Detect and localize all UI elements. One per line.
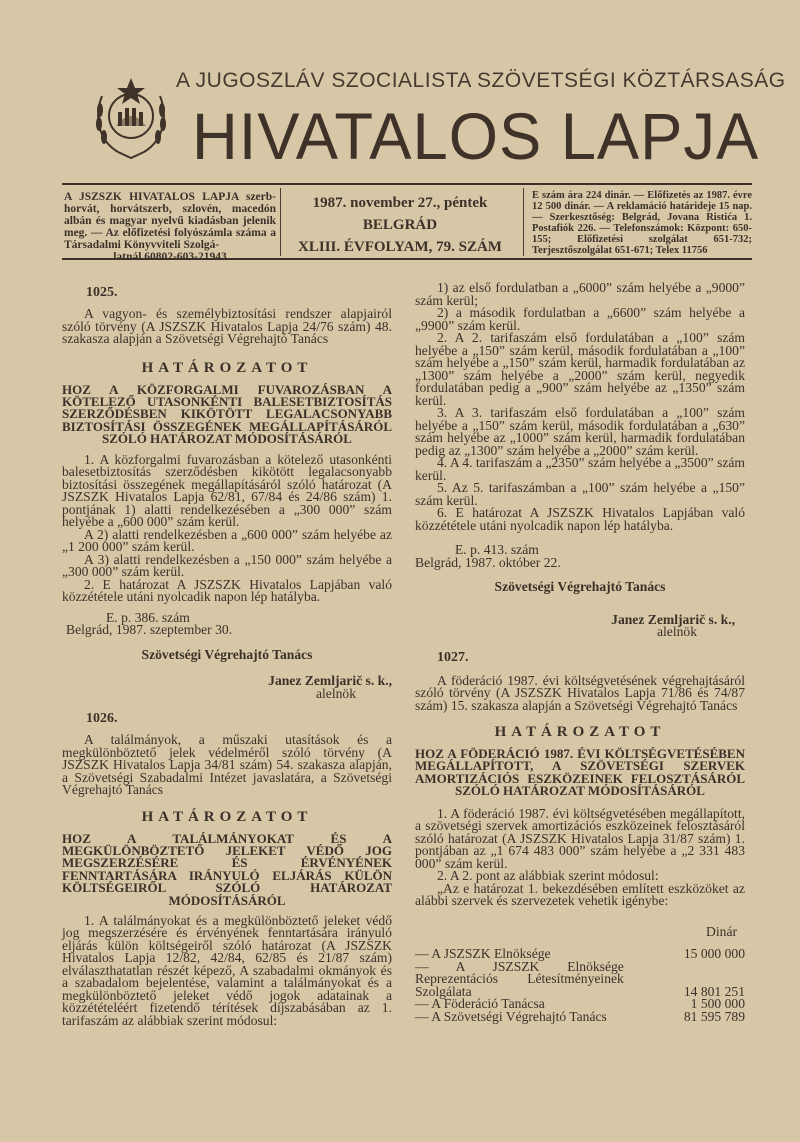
publication-info-text: szerb-horvát, horvátszerb, szlovén, macedón albán és magyar nyelvű kiadásban jelenik meg. — Az előfizetési folyószámla száma a Társadalmi Könyvviteli Szolgá- <box>64 191 276 251</box>
decision-paragraph: 1. A föderáció 1987. évi költségvetésében megállapított, a szövetségi szervek amortizációs eszközeinek felosztásáról szóló határozat (A JSZSZK Hivatalos Lapja 31/87 szám) 1. pontjában az „1 674 483 000” szám helyébe a „2 331 483 000” szám kerül. <box>415 805 745 871</box>
issue-volume: XLIII. ÉVFOLYAM, 79. SZÁM <box>298 239 502 255</box>
decision-paragraph: A 3) alatti rendelkezésben a „150 000” szám helyébe a „300 000” szám kerül. <box>62 551 392 580</box>
issue-info <box>290 192 510 258</box>
left-column <box>62 286 392 1027</box>
table-row <box>415 1011 745 1024</box>
amendment-item: 3. A 3. tarifaszám első fordulatában a „100” szám helyébe a „150” szám kerül, második fordulatában a „630” szám helyébe az „1000” szám kerül, harmadik fordulatában pedig az „1300” szám helyébe a „2000” szám kerül. <box>415 405 745 458</box>
amendment-item: 2. A 2. tarifaszám első fordulatában a „100” szám helyébe a „150” szám kerül, második fordulatában a „100” szám helyébe a „150” szám kerül, harmadik fordulatában az „1300” szám helyébe a „2000” szám kerül, negyedik fordulatában pedig a „900” szám helyébe az „1350” szám kerül. <box>415 330 745 408</box>
amendment-item: 4. A 4. tarifaszám a „2350” szám helyébe a „3500” szám kerül. <box>415 455 746 483</box>
header-divider <box>523 188 524 256</box>
organization-name: — A Szövetségi Végrehajtó Tanács <box>415 1008 607 1024</box>
header-rule-top <box>62 183 752 185</box>
amendment-item: 1) az első fordulatban a „6000” szám helyébe a „9000” szám kerül; <box>415 280 745 308</box>
decision-preamble: A föderáció 1987. évi költségvetésének végrehajtásáról szóló törvény (A JSZSZK Hivatalos Lapja 71/86 és 74/87 szám) 15. szakasza alapján a Szövetségi Végrehajtó Tanács <box>415 672 745 713</box>
publication-info-lead: A JSZSZK HIVATALOS LAPJA <box>64 191 239 203</box>
currency-unit: Dinár <box>706 923 737 939</box>
decision-1026-continued <box>415 282 745 639</box>
issuing-body: Szövetségi Végrehajtó Tanács <box>494 579 666 594</box>
price-contact-info: E szám ára 224 dinár. — Előfizetés az 1987. évre 12 500 dinár. — A reklamáció határideje 15 nap. — Szerkesztőség: Belgrád, Jovana Ristića 1. Postafiók 226. — Telefonszámok: Központ: 650-155; Előfizetési szolgálat 651-732; Terjesztőszolgálat 651-671; Telex 11756 <box>532 190 752 256</box>
publication-info <box>64 191 276 263</box>
decision-paragraph: 2. A 2. pont az alábbiak szerint módosul: <box>437 868 659 884</box>
decision-preamble: A vagyon- és személybiztosítási rendszer alapjairól szóló törvény (A JSZSZK Hivatalos Lapja 24/76 szám) 48. szakasza alapján a Szövetségi Végrehajtó Tanács <box>62 306 392 346</box>
decision-preamble: A találmányok, a műszaki utasítások és a megkülönböztető jelek védelméről szóló törvény (A JSZSZK Hivatalos Lapja 34/81 szám) 54. szakasza alapján, a Szövetségi Szabadalmi Intézet javaslatára, a Szövetségi Végrehajtó Tanács <box>62 732 392 798</box>
header-divider <box>280 188 281 256</box>
amendment-item: 6. E határozat A JSZSZK Hivatalos Lapjában való közzététele utáni nyolcadik napon lép hatályba. <box>415 505 745 533</box>
amendment-item: 2) a második fordulatban a „6600” szám helyébe a „9900” szám kerül. <box>415 305 745 333</box>
decision-heading: HATÁROZATOT <box>141 808 313 825</box>
place-date: Belgrád, 1987. október 22. <box>415 554 561 570</box>
signer-role: alelnök <box>315 685 356 701</box>
decision-title: HOZ A FÖDERÁCIÓ 1987. ÉVI KÖLTSÉGVETÉSÉBEN MEGÁLLAPÍTOTT, A SZÖVETSÉGI SZERVEK AMORTIZÁCIÓS ESZKÖZEINEK FELOSZTÁSÁRÓL SZÓLÓ HATÁROZAT MÓDOSÍTÁSÁRÓL <box>415 746 745 799</box>
decision-paragraph: 2. E határozat A JSZSZK Hivatalos Lapjában való közzététele utáni nyolcadik napon lép hatályba. <box>62 576 392 605</box>
amount: 15 000 000 <box>683 946 745 962</box>
organization-name: — A JSZSZK Elnöksége <box>415 946 551 962</box>
amount: 14 801 251 <box>683 983 745 999</box>
signer-role: alelnök <box>656 624 697 639</box>
amount: 81 595 789 <box>683 1008 745 1024</box>
publication-account: latnál 60802-603-21943 <box>113 251 227 263</box>
decision-paragraph: 1. A találmányokat és a megkülönböztető jeleket védő jog megszerzésére és érvényének fenntartására irányuló eljárás külön költségeiről szóló határozat (A JSZSZK Hivatalos Lapja 12/82, 42/84, 62/85 és 21/87 szám) elválaszthatatlan részét képező, A szabadalmi okmányok és a szabadalom bejelentése, valamint a találmányokat és a megkülönböztető jeleket védő jogok adatainak a közzétételéért fizetendő térítések díjszabásában az 1. tarifaszám az alábbiak szerint módosul: <box>62 912 392 1028</box>
organization-name: — A JSZSZK Elnöksége Reprezentációs Létesítményeinek Szolgálata <box>415 958 624 999</box>
publication-title: HIVATALOS LAPJA <box>192 99 760 173</box>
right-column <box>415 282 745 1023</box>
decision-title: HOZ A TALÁLMÁNYOKAT ÉS A MEGKÜLÖNBÖZTETŐ JELEKET VÉDŐ JOG MEGSZERZÉSÉRE ÉS ÉRVÉNYÉNEK FENNTARTÁSÁRA IRÁNYULÓ ELJÁRÁS KÜLÖN KÖLTSÉGEIRŐL SZÓLÓ HATÁROZAT MÓDOSÍTÁSÁRÓL <box>62 830 392 908</box>
signer-name: Janez Zemljarič s. k., <box>268 673 392 689</box>
decision-paragraph: „Az e határozat 1. bekezdésében említett eszközöket az alábbi szervek és szervezetek vehetik igénybe: <box>415 880 745 909</box>
decision-number: 1027. <box>437 649 469 665</box>
signer-name: Janez Zemljarič s. k., <box>611 611 735 627</box>
issuing-body: Szövetségi Végrehajtó Tanács <box>141 646 313 662</box>
decision-number: 1026. <box>86 711 118 727</box>
decision-heading: HATÁROZATOT <box>141 359 313 376</box>
organization-name: — A Föderáció Tanácsa <box>415 996 545 1012</box>
reference-number: E. p. 413. szám <box>455 542 539 557</box>
table-row <box>415 961 745 999</box>
amount: 1 500 000 <box>690 996 745 1012</box>
decision-number: 1025. <box>86 285 118 300</box>
amendment-item: 5. Az 5. tarifaszámban a „100” szám helyébe a „150” szám kerül. <box>415 480 745 508</box>
decision-1025 <box>62 286 392 700</box>
country-title: A JUGOSZLÁV SZOCIALISTA SZÖVETSÉGI KÖZTÁRSASÁG <box>176 69 786 92</box>
state-emblem-icon <box>88 66 174 162</box>
decision-paragraph: 1. A közforgalmi fuvarozásban a kötelező utasonkénti balesetbiztosítás szerződésben kikötött legalacsonyabb biztosítási összegének megállapításáról szóló határozat (A JSZSZK Hivatalos Lapja 62/81, 67/84 és 24/86 szám) 1. pontjának 1) alatti rendelkezésében a „300 000” szám helyébe a „600 000” szám kerül. <box>62 451 392 530</box>
issue-date: 1987. november 27., péntek <box>312 195 488 211</box>
reference-number: E. p. 386. szám <box>106 609 190 625</box>
decision-paragraph: A 2) alatti rendelkezésben a „600 000” szám helyébe az „1 200 000” szám kerül. <box>62 526 392 555</box>
decision-1026 <box>62 712 392 1027</box>
decision-title: HOZ A KÖZFORGALMI FUVAROZÁSBAN A KÖTELEZŐ UTASONKÉNTI BALESETBIZTOSÍTÁS SZERZŐDÉSBEN KIKÖTÖTT LEGALACSONYABB BIZTOSÍTÁSI ÖSSZEGÉNEK MEGÁLLAPÍTÁSÁRÓL SZÓLÓ HATÁROZAT MÓDOSÍTÁSÁRÓL <box>62 381 392 447</box>
place-date: Belgrád, 1987. szeptember 30. <box>66 622 233 638</box>
allocation-table <box>415 948 745 1023</box>
decision-1027 <box>415 651 745 1024</box>
decision-heading: HATÁROZATOT <box>494 724 666 740</box>
issue-city: BELGRÁD <box>362 217 438 233</box>
